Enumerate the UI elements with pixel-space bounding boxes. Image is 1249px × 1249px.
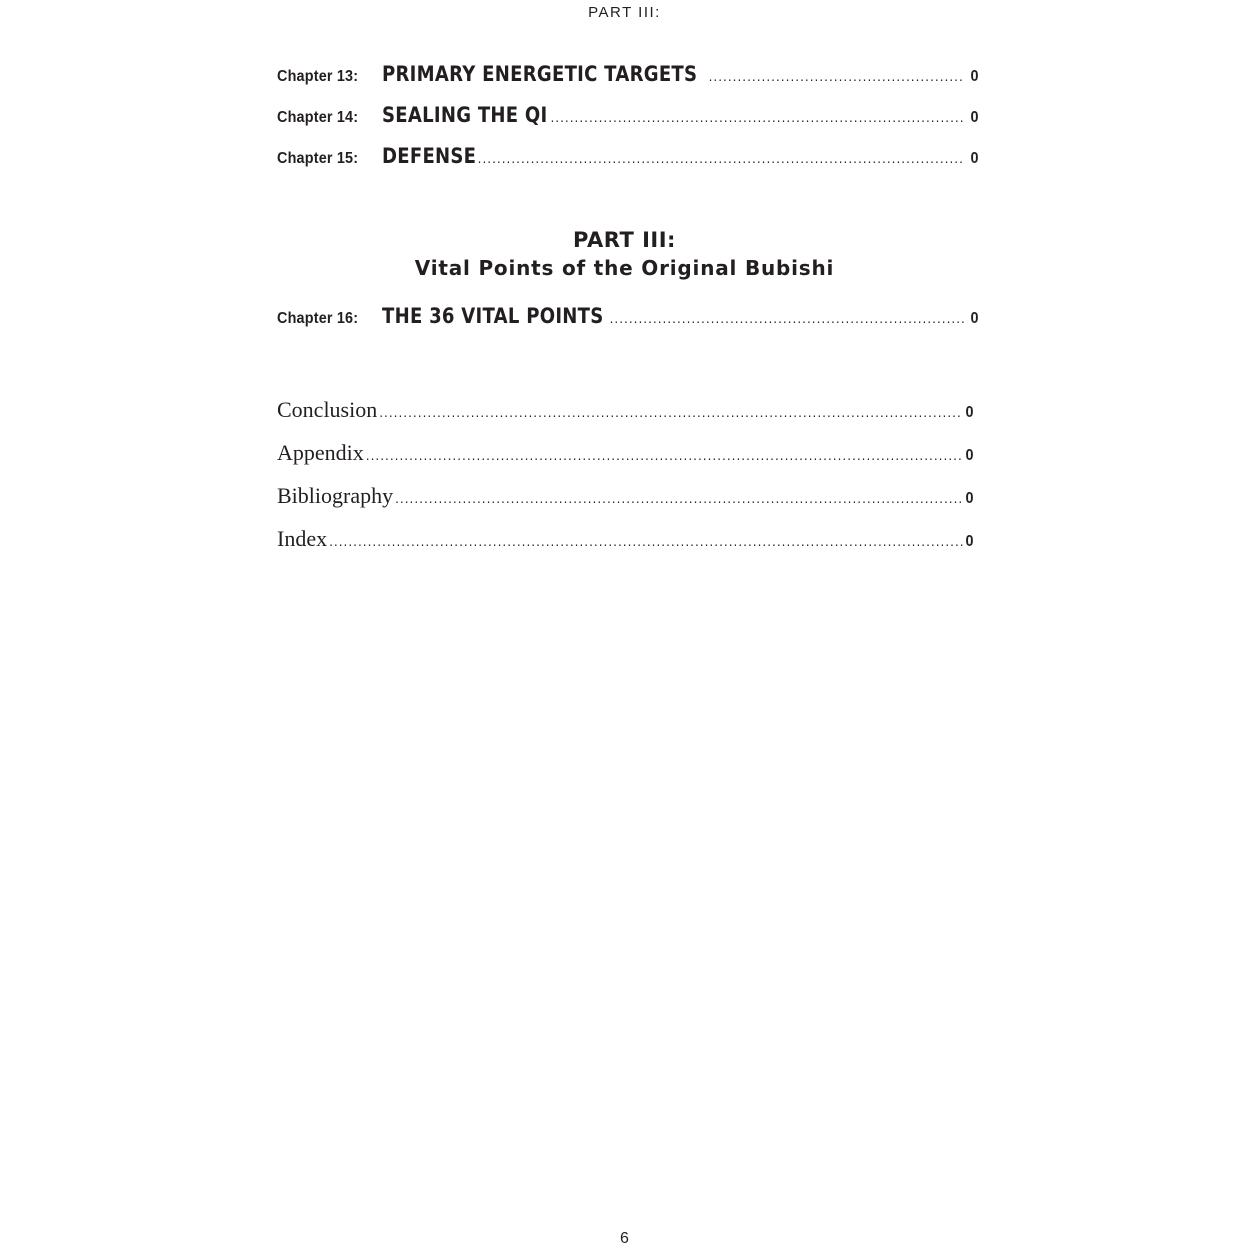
page-number: 0 xyxy=(965,447,974,464)
chapter-label: Chapter 16: xyxy=(277,310,359,327)
dot-leader xyxy=(610,312,965,326)
chapter-title: DEFENSE xyxy=(382,144,477,168)
page-number: 0 xyxy=(970,109,979,126)
chapter-title: THE 36 VITAL POINTS xyxy=(382,304,604,328)
dot-leader xyxy=(395,492,963,506)
page-folio: 6 xyxy=(620,1230,629,1247)
toc-entry-appendix[interactable] xyxy=(277,440,974,483)
chapter-title: SEALING THE QI xyxy=(382,103,548,127)
chapter-title: PRIMARY ENERGETIC TARGETS xyxy=(382,62,698,86)
dot-leader xyxy=(366,449,963,463)
chapter-label: Chapter 14: xyxy=(277,109,359,126)
toc-back-matter xyxy=(277,397,979,569)
running-head: PART III: xyxy=(588,4,661,21)
toc-entry-chapter-16[interactable] xyxy=(277,304,979,345)
dot-leader xyxy=(379,406,963,420)
page-number: 0 xyxy=(965,533,974,550)
toc-entry-index[interactable] xyxy=(277,526,974,569)
toc-chapter-list-part-3 xyxy=(277,304,979,345)
dot-leader xyxy=(478,152,964,166)
entry-title: Conclusion xyxy=(277,397,378,422)
toc-entry-chapter-13[interactable] xyxy=(277,62,979,103)
page-number: 0 xyxy=(970,68,979,85)
entry-title: Index xyxy=(277,526,328,551)
toc-chapter-list xyxy=(277,62,979,185)
toc-entry-chapter-14[interactable] xyxy=(277,103,979,144)
entry-title: Appendix xyxy=(277,440,364,465)
page-number: 0 xyxy=(965,404,974,421)
part-title: Vital Points of the Original Bubishi xyxy=(414,256,835,280)
dot-leader xyxy=(329,535,963,549)
chapter-label: Chapter 13: xyxy=(277,68,359,85)
page-number: 0 xyxy=(970,310,979,327)
part-number: PART III: xyxy=(573,228,676,252)
page-number: 0 xyxy=(970,150,979,167)
chapter-label: Chapter 15: xyxy=(277,150,359,167)
dot-leader xyxy=(709,70,965,84)
entry-title: Bibliography xyxy=(277,483,394,508)
toc-entry-bibliography[interactable] xyxy=(277,483,974,526)
page-number: 0 xyxy=(965,490,974,507)
part-heading xyxy=(0,228,1249,280)
dot-leader xyxy=(550,111,964,125)
toc-entry-chapter-15[interactable] xyxy=(277,144,979,185)
toc-entry-conclusion[interactable] xyxy=(277,397,974,440)
